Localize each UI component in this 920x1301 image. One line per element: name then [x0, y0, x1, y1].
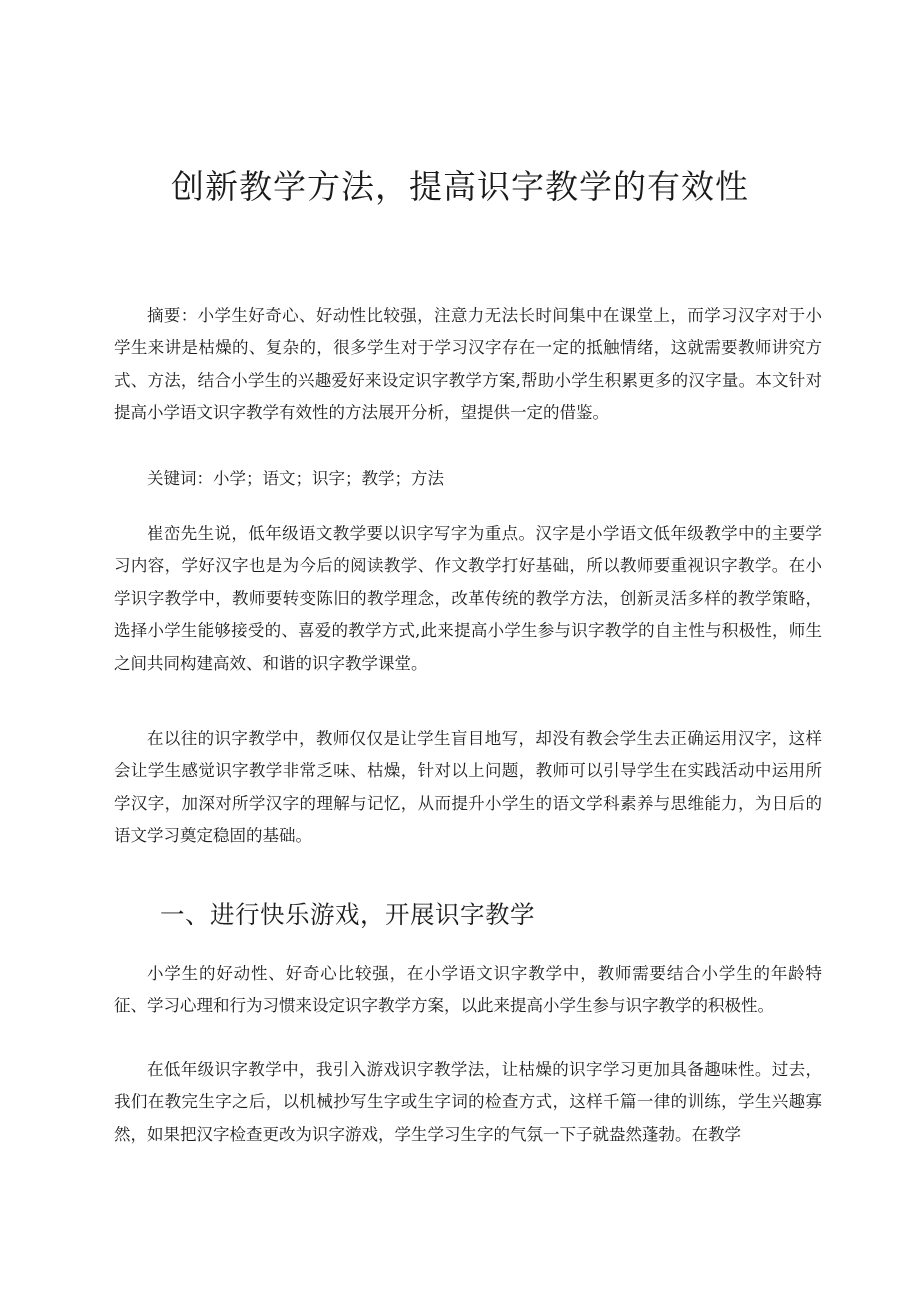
- body-paragraph: 在以往的识字教学中，教师仅仅是让学生盲目地写，却没有教会学生去正确运用汉字，这样会让学生感觉识字教学非常乏味、枯燥，针对以上问题，教师可以引导学生在实践活动中运用所学汉字，加深对所学汉字的理解与记忆，从而提升小学生的语文学科素养与思维能力，为日后的语文学习奠定稳固的基础。: [114, 729, 822, 846]
- keywords-line: 关键词：小学；语文；识字；教学；方法: [147, 469, 444, 488]
- document-title: 创新教学方法，提高识字教学的有效性: [171, 167, 749, 206]
- section-paragraph: 小学生的好动性、好奇心比较强，在小学语文识字教学中，教师需要结合小学生的年龄特征、学习心理和行为习惯来设定识字教学方案，以此来提高小学生参与识字教学的积极性。: [114, 964, 822, 1016]
- abstract-paragraph: 摘要：小学生好奇心、好动性比较强，注意力无法长时间集中在课堂上，而学习汉字对于小学生来讲是枯燥的、复杂的，很多学生对于学习汉字存在一定的抵触情绪，这就需要教师讲究方式、方法，结合小学生的兴趣爱好来设定识字教学方案,帮助小学生积累更多的汉字量。本文针对提高小学语文识字教学有效性的方法展开分析，望提供一定的借鉴。: [114, 306, 822, 423]
- section-heading: 一、进行快乐游戏，开展识字教学: [160, 900, 535, 929]
- section-paragraph: 在低年级识字教学中，我引入游戏识字教学法，让枯燥的识字学习更加具备趣味性。过去，我们在教完生字之后，以机械抄写生字或生字词的检查方式，这样千篇一律的训练，学生兴趣寡然，如果把汉字检查更改为识字游戏，学生学习生字的气氛一下子就盎然蓬勃。在教学: [114, 1060, 822, 1144]
- body-paragraph: 崔峦先生说，低年级语文教学要以识字写字为重点。汉字是小学语文低年级教学中的主要学习内容，学好汉字也是为今后的阅读教学、作文教学打好基础，所以教师要重视识字教学。在小学识字教学中，教师要转变陈旧的教学理念，改革传统的教学方法，创新灵活多样的教学策略，选择小学生能够接受的、喜爱的教学方式,此来提高小学生参与识字教学的自主性与积极性，师生之间共同构建高效、和谐的识字教学课堂。: [114, 524, 822, 673]
